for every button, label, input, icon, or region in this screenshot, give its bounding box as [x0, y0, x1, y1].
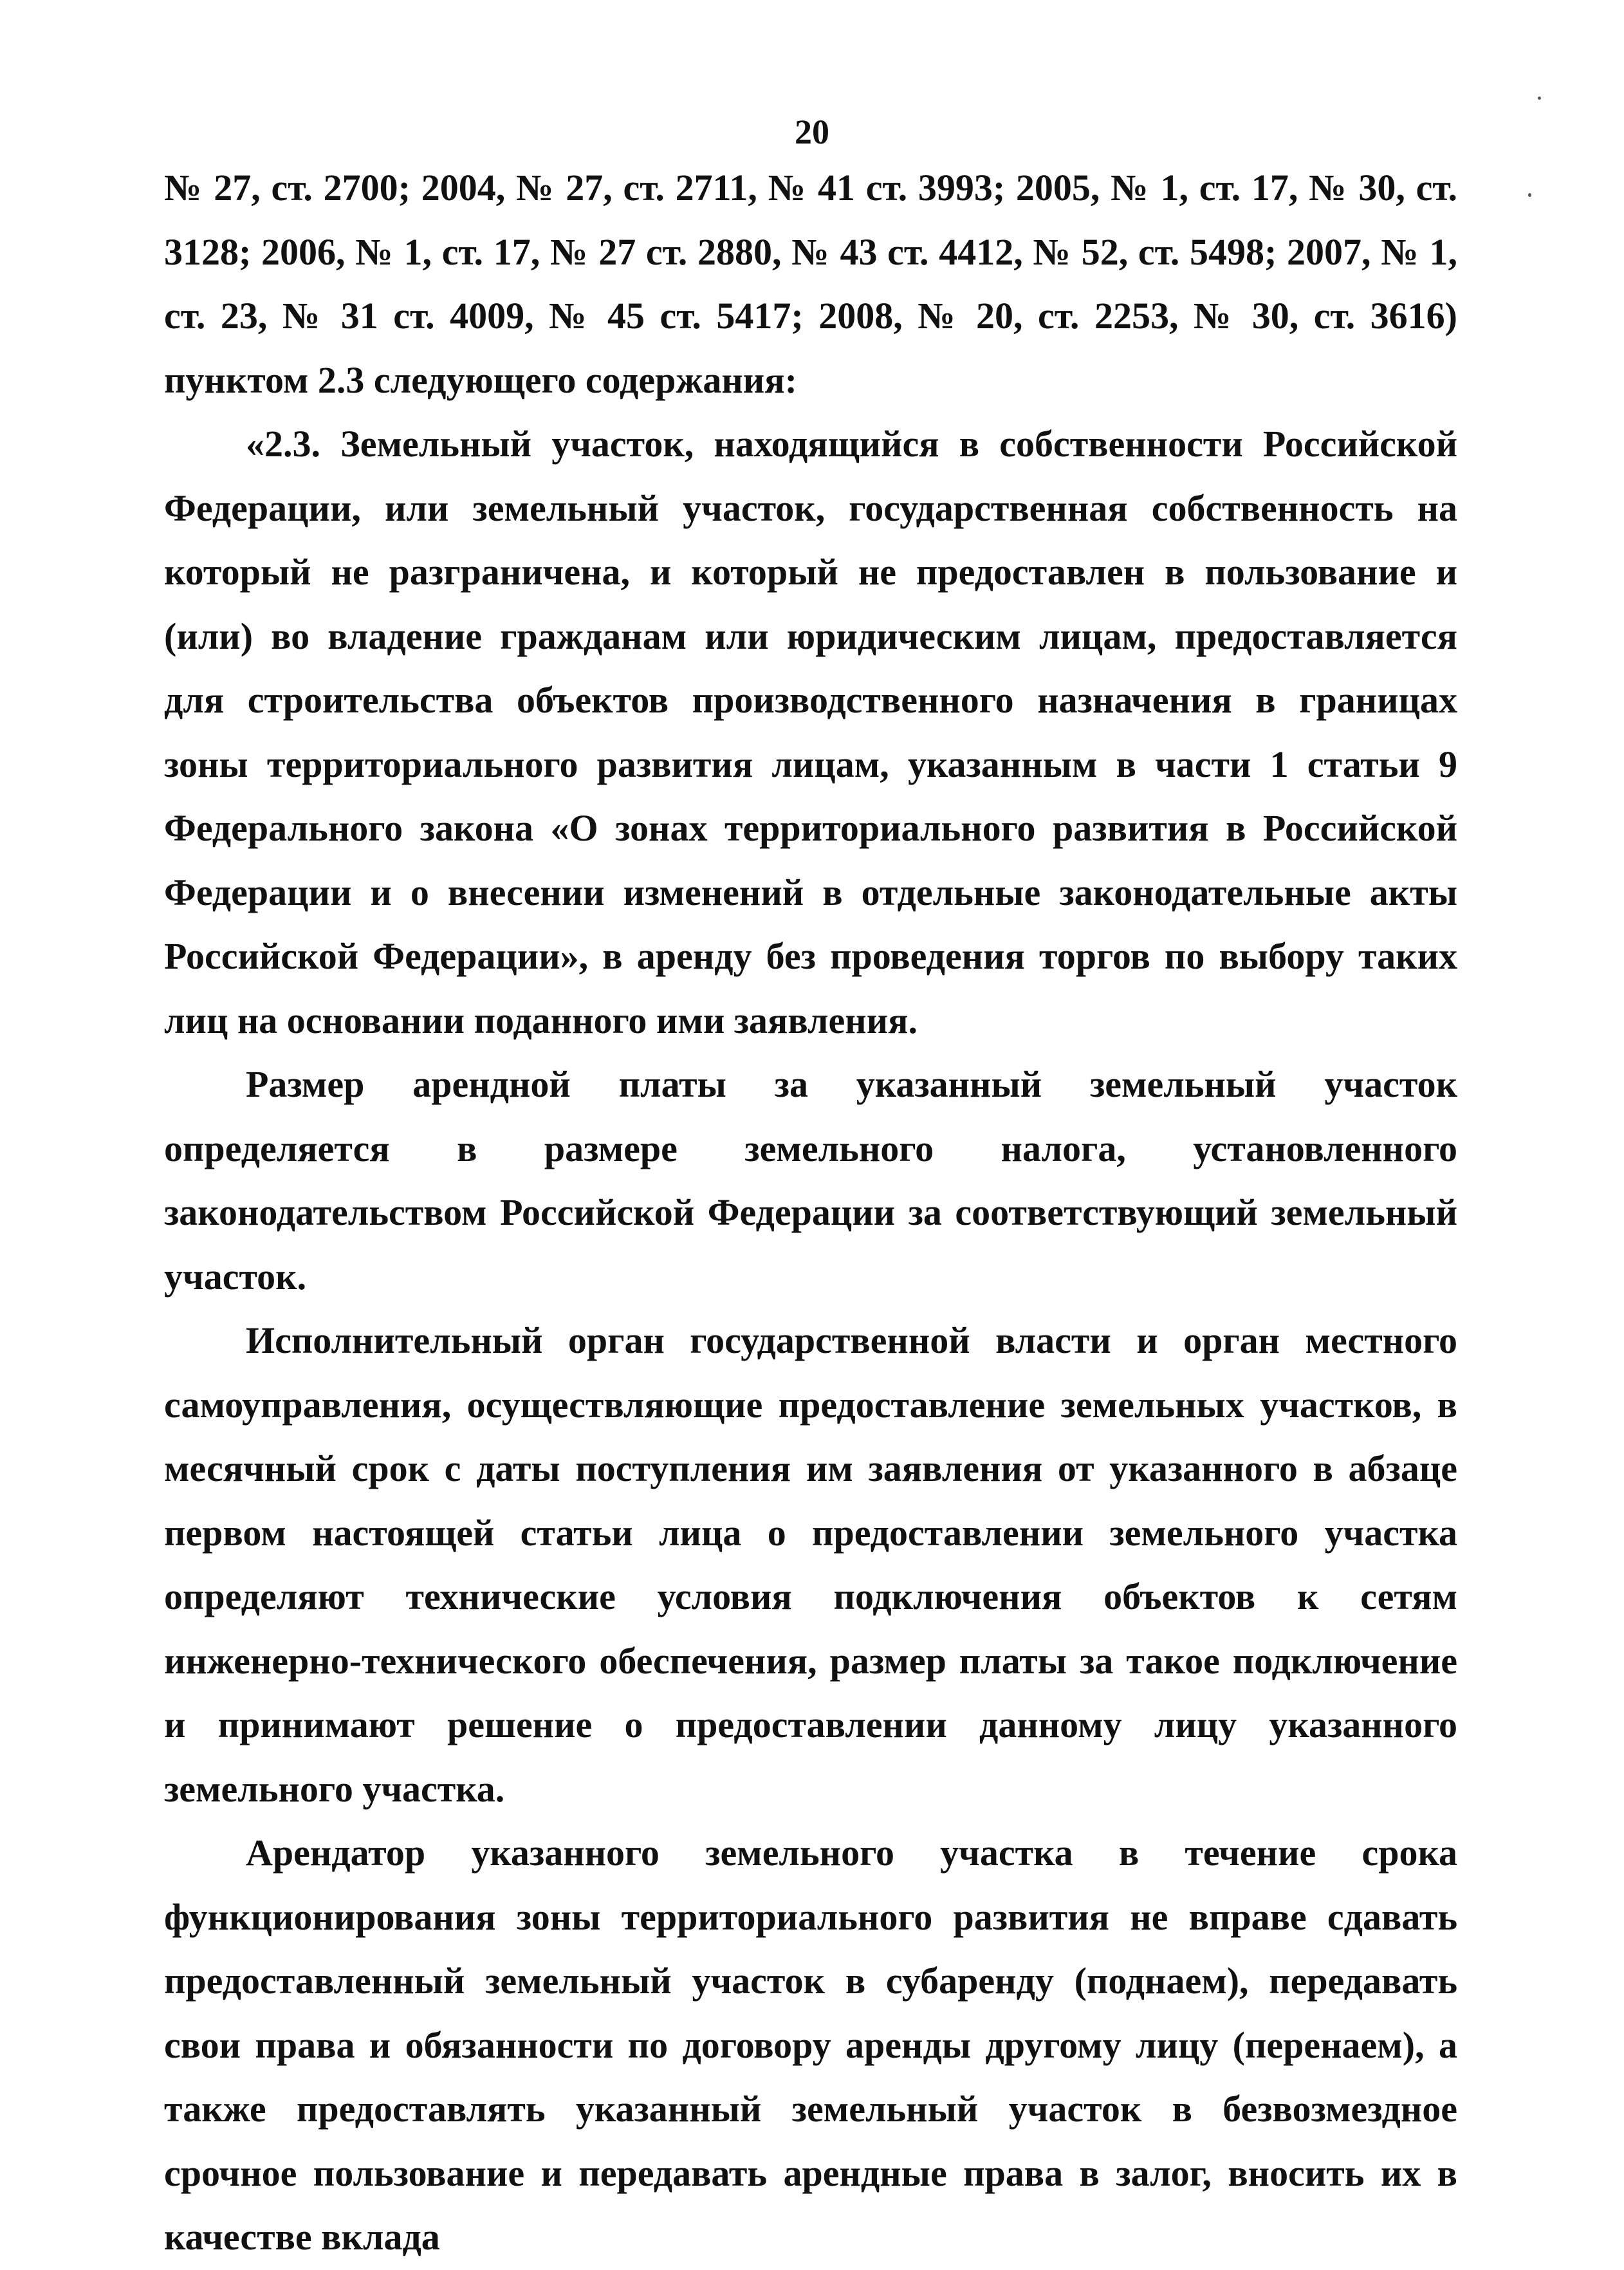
paragraph-rent-amount: Размер арендной платы за указанный земельный участок определяется в размере земельного налога, установленного законодательством Российской Федерации за соответствующий земельный участок.	[164, 1063, 1457, 1298]
scan-speck	[1528, 193, 1531, 197]
paragraph-executive-authority: Исполнительный орган государственной власти и орган местного самоуправления, осуществляющие предоставление земельных участков, в месячный срок с даты поступления им заявления от указанного в абзаце первом настоящей статьи лица о предоставлении земельного участка определяют технические условия подключения объектов к сетям инженерно-технического обеспечения, размер платы за такое подключение и принимают решение о предоставлении данному лицу указанного земельного участка.	[164, 1319, 1457, 1810]
scan-speck	[1538, 97, 1541, 100]
paragraph-legal-citations: № 27, ст. 2700; 2004, № 27, ст. 2711, № 41 ст. 3993; 2005, № 1, ст. 17, № 30, ст. 3128; 2006, № 1, ст. 17, № 27 ст. 2880, № 43 ст. 4412, № 52, ст. 5498; 2007, № 1, ст. 23, № 31 ст. 4009, № 45 ст. 5417; 2008, № 20, ст. 2253, № 30, ст. 3616) пунктом 2.3 следующего содержания:	[164, 167, 1457, 401]
paragraph-clause-2-3: «2.3. Земельный участок, находящийся в собственности Российской Федерации, или земельный участок, государственная собственность на который не разграничена, и который не предоставлен в пользование и (или) во владение гражданам или юридическим лицам, предоставляется для строительства объектов производственного назначения в границах зоны территориального развития лицам, указанным в части 1 статьи 9 Федерального закона «О зонах территориального развития в Российской Федерации и о внесении изменений в отдельные законодательные акты Российской Федерации», в аренду без проведения торгов по выбору таких лиц на основании поданного ими заявления.	[164, 423, 1457, 1041]
page-number: 20	[795, 113, 829, 151]
document-body	[164, 156, 1457, 2269]
paragraph-tenant-restrictions: Арендатор указанного земельного участка в течение срока функционирования зоны территориального развития не вправе сдавать предоставленный земельный участок в субаренду (поднаем), передавать свои права и обязанности по договору аренды другому лицу (перенаем), а также предоставлять указанный земельный участок в безвозмездное срочное пользование и передавать арендные права в залог, вносить их в качестве вклада	[164, 1832, 1457, 2258]
